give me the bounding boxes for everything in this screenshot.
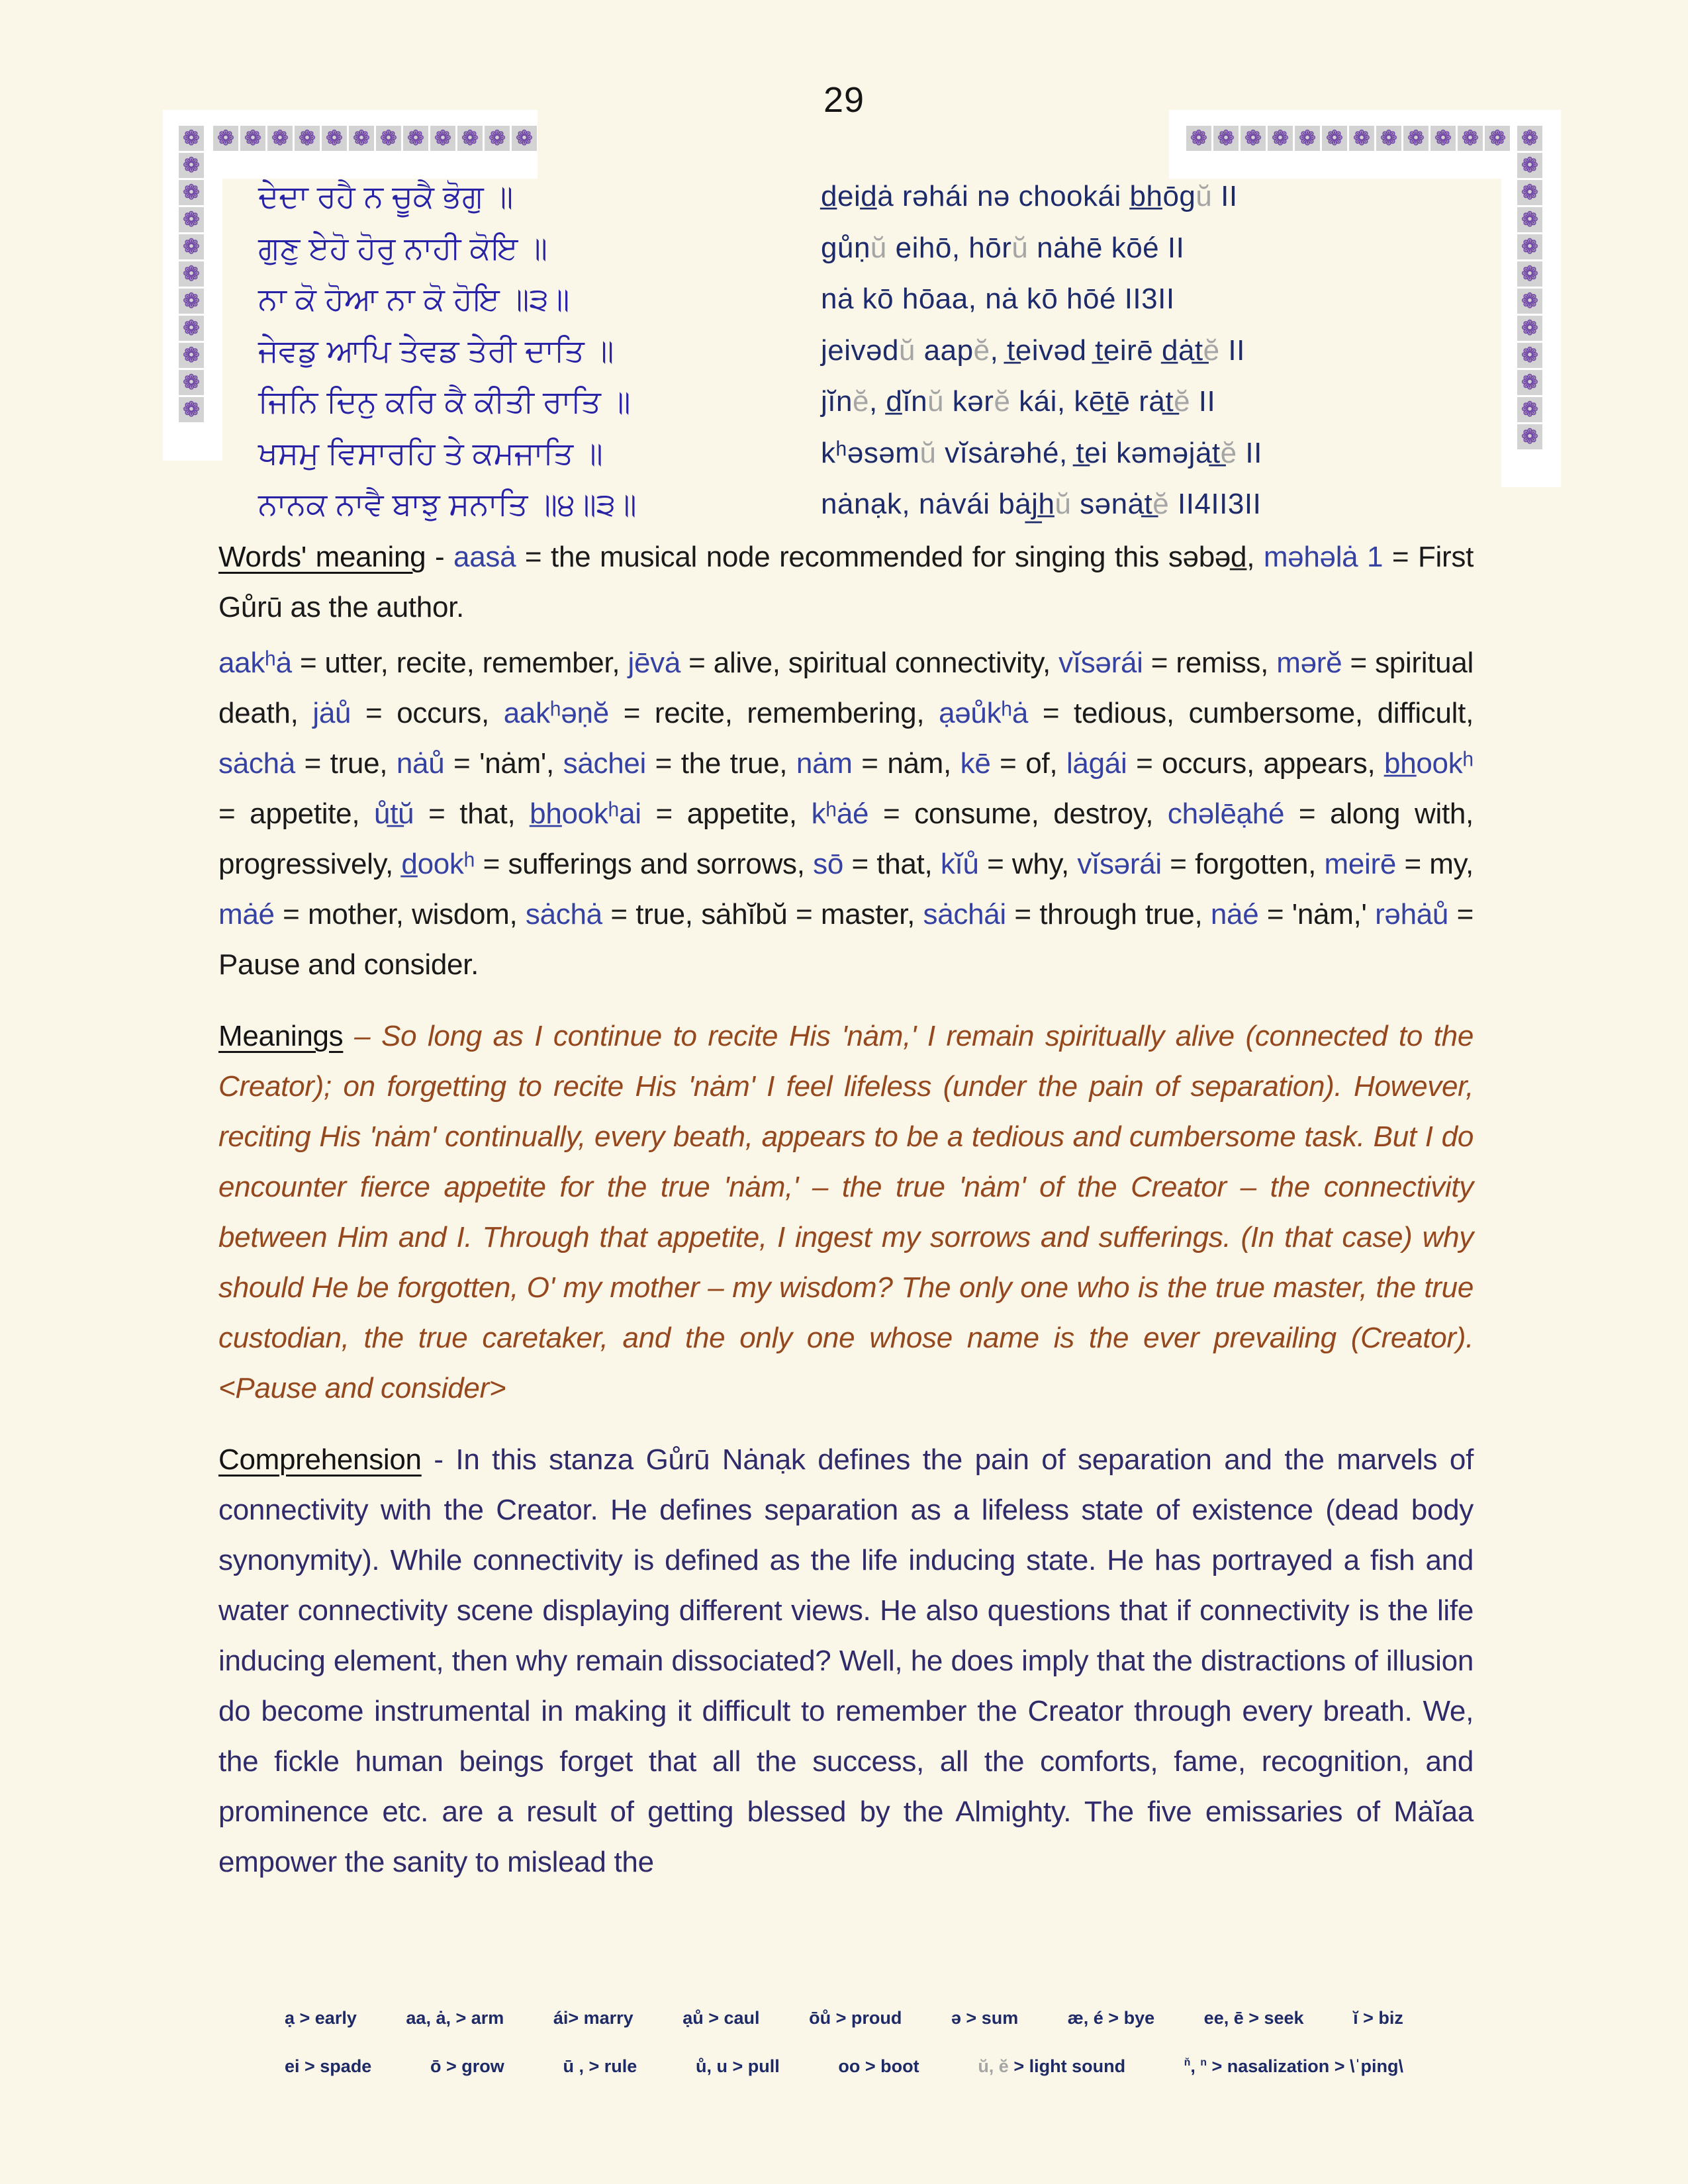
transliteration-line	[821, 171, 1262, 222]
text-segment: rəhȧů	[1375, 898, 1449, 931]
text-segment: nȧhē kōé II	[1028, 231, 1185, 264]
meanings-paragraph	[218, 1011, 1474, 1414]
pronunciation-entry	[1068, 2008, 1154, 2028]
flower-ornament-icon: ❁	[179, 370, 204, 395]
flower-ornament-icon: ❁	[179, 234, 204, 259]
text-segment: = through true,	[1006, 898, 1211, 931]
gurmukhi-line: ਗੁਣੁ ਏਹੋ ਹੋਰੁ ਨਾਹੀ ਕੋਇ ॥	[258, 230, 548, 265]
text-segment: = tedious, cumbersome, difficult,	[1028, 697, 1474, 729]
text-segment: sȧchái	[923, 898, 1006, 931]
text-segment: oo > boot	[838, 2056, 919, 2076]
flower-ornament-icon: ❁	[267, 126, 293, 151]
shabad-block	[258, 171, 1262, 530]
text-segment: vĭsərái	[1058, 647, 1143, 679]
flower-ornament-icon: ❁	[1349, 126, 1374, 151]
flower-ornament-icon: ❁	[179, 153, 204, 178]
flower-ornament-icon: ❁	[403, 126, 428, 151]
flower-ornament-icon: ❁	[349, 126, 374, 151]
text-segment: jēvȧ	[628, 647, 680, 679]
transliteration-line	[821, 325, 1262, 377]
flower-ornament-icon: ❁	[1485, 126, 1510, 151]
text-segment: ĕ	[973, 334, 990, 367]
text-segment: d̲ookʰ	[401, 848, 475, 880]
pronunciation-entry	[696, 2056, 780, 2077]
text-segment: nȧ kō hōaa, nȧ kō hōé II3II	[821, 283, 1175, 315]
text-segment: ,	[1190, 2056, 1201, 2076]
flower-ornament-icon: ❁	[1517, 424, 1542, 449]
pronunciation-row-1	[285, 2008, 1403, 2028]
flower-ornament-icon: ❁	[512, 126, 537, 151]
flower-ornament-icon: ❁	[1458, 126, 1483, 151]
flower-ornament-icon: ❁	[1517, 126, 1542, 151]
gurmukhi-line: ਦੇਦਾ ਰਹੈ ਨ ਚੂਕੈ ਭੋਗੁ ॥	[258, 179, 514, 214]
text-segment: = of,	[990, 747, 1066, 780]
text-segment: -	[426, 541, 454, 573]
transliteration-line	[821, 222, 1262, 274]
flower-border-top-right	[1186, 126, 1510, 151]
flower-ornament-icon: ❁	[1517, 234, 1542, 259]
text-segment: vĭsərái	[1077, 848, 1162, 880]
flower-ornament-icon: ❁	[179, 180, 204, 205]
text-segment: = 'nȧm',	[444, 747, 563, 780]
flower-ornament-icon: ❁	[179, 343, 204, 368]
text-segment: = true, sȧhĭbŭ = master,	[602, 898, 923, 931]
text-segment: = that,	[843, 848, 941, 880]
text-segment: ei > spade	[285, 2056, 372, 2076]
text-segment: ạ > early	[285, 2008, 357, 2028]
pronunciation-entry	[1353, 2008, 1403, 2028]
pronunciation-entry	[406, 2008, 504, 2028]
flower-ornament-icon: ❁	[179, 261, 204, 287]
text-segment: ŭ	[870, 231, 887, 264]
text-segment: = that,	[414, 797, 530, 830]
flower-ornament-icon: ❁	[1517, 153, 1542, 178]
text-segment: kái, kēt̲ē rȧt̲	[1010, 385, 1174, 418]
text-segment: ạəůkʰȧ	[939, 697, 1029, 729]
flower-ornament-icon: ❁	[457, 126, 483, 151]
text-segment: ůt̲ŭ	[374, 797, 414, 830]
pronunciation-entry	[553, 2008, 633, 2028]
text-segment: = nȧm,	[852, 747, 961, 780]
flower-ornament-icon: ❁	[1517, 397, 1542, 422]
flower-ornament-icon: ❁	[179, 289, 204, 314]
text-segment: = occurs, appears,	[1127, 747, 1385, 780]
gurmukhi-line: ਖਸਮੁ ਵਿਸਾਰਹਿ ਤੇ ਕਮਜਾਤਿ ॥	[258, 435, 603, 471]
pronunciation-row-2	[285, 2056, 1403, 2077]
text-segment: So long as I continue to recite His 'nȧm,' I remain spiritually alive (connected to the Creator); on forgetting to recite His 'nȧm' I feel lifeless (under the pain of separation). However, reciting His 'nȧm' continually, every beath, appears to be a tedious and cumbersome task. But I do encounter fierce appetite for the true 'nȧm,' – the true 'nȧm' of the Creator – the connectivity between Him and I. Through that appetite, I ingest my sorrows and sufferings. (In that case) why should He be forgotten, O' my mother – my wisdom? The only one who is the true master, the true custodian, the true caretaker, and the only one whose name is the ever prevailing (Creator). <Pause and consider>	[218, 1020, 1474, 1404]
gurmukhi-line: ਜੇਵਡੁ ਆਪਿ ਤੇਵਡ ਤੇਰੀ ਦਾਤਿ ॥	[258, 332, 614, 368]
flower-ornament-icon: ❁	[1517, 207, 1542, 232]
flower-ornament-icon: ❁	[1186, 126, 1211, 151]
pronunciation-entry	[1184, 2056, 1403, 2077]
text-segment: nȧů	[396, 747, 445, 780]
section-label: Words' meaning	[218, 541, 426, 573]
text-segment: ee, ē > seek	[1203, 2008, 1304, 2028]
text-segment: ŭ	[1196, 180, 1213, 212]
commentary-content	[218, 532, 1474, 1893]
text-segment: mərĕ	[1276, 647, 1342, 679]
text-segment: II	[1237, 436, 1262, 469]
text-segment: mȧé	[218, 898, 275, 931]
gurmukhi-line: ਜਿਨਿ ਦਿਨੁ ਕਰਿ ਕੈ ਕੀਤੀ ਰਾਤਿ ॥	[258, 384, 631, 419]
pronunciation-entry	[682, 2008, 759, 2028]
text-segment: aasȧ	[453, 541, 516, 573]
text-segment: ōů > proud	[809, 2008, 902, 2028]
flower-ornament-icon: ❁	[1517, 316, 1542, 341]
text-segment: , t̲eivəd t̲eirē d̲ȧt̲	[990, 334, 1203, 367]
text-segment: məhəlȧ 1	[1263, 541, 1383, 573]
flower-ornament-icon: ❁	[1268, 126, 1293, 151]
text-segment: kĭů	[940, 848, 979, 880]
text-segment: ŭ, ĕ	[978, 2056, 1009, 2076]
flower-ornament-icon: ❁	[1517, 370, 1542, 395]
text-segment: ĕ	[852, 385, 869, 418]
text-segment: = appetite,	[218, 797, 375, 830]
text-segment: kʰȧé	[811, 797, 869, 830]
text-segment: = recite, remembering,	[608, 697, 939, 729]
text-segment: –	[343, 1020, 382, 1052]
comprehension-paragraph	[218, 1435, 1474, 1888]
flower-ornament-icon: ❁	[240, 126, 265, 151]
text-segment: æ, é > bye	[1067, 2008, 1155, 2028]
text-segment: gůṇ	[821, 231, 870, 264]
text-segment: = remiss,	[1143, 647, 1277, 679]
text-segment: jȧů	[312, 697, 352, 729]
flower-ornament-icon: ❁	[1295, 126, 1320, 151]
text-segment: = First Gůrū as the author.	[218, 541, 1474, 623]
text-segment: aa, ȧ, > arm	[406, 2008, 504, 2028]
flower-ornament-icon: ❁	[179, 316, 204, 341]
text-segment: ň	[1184, 2057, 1191, 2068]
text-segment: ō > grow	[430, 2056, 504, 2076]
flower-ornament-icon: ❁	[1241, 126, 1266, 151]
text-segment: sənȧt̲	[1071, 488, 1153, 520]
text-segment: kʰəsəm	[821, 436, 920, 469]
text-segment: sȧchȧ	[218, 747, 295, 780]
flower-ornament-icon: ❁	[179, 397, 204, 422]
flower-ornament-icon: ❁	[179, 126, 204, 151]
text-segment: nȧm	[796, 747, 853, 780]
text-segment: ů, u > pull	[695, 2056, 780, 2076]
text-segment: = forgotten,	[1161, 848, 1325, 880]
text-segment: b̲h̲ookʰai	[530, 797, 641, 830]
text-segment: = spiritual death,	[218, 647, 1474, 729]
text-segment: ĕ	[1203, 334, 1220, 367]
text-segment: = occurs,	[351, 697, 504, 729]
text-segment: = alive, spiritual connectivity,	[680, 647, 1059, 679]
text-segment: kē	[960, 747, 991, 780]
text-segment: jĭn	[821, 385, 853, 418]
text-segment: II4II3II	[1169, 488, 1262, 520]
section-label: Meanings	[218, 1020, 344, 1052]
gurmukhi-line: ਨਾ ਕੋ ਹੋਆ ਨਾ ਕੋ ਹੋਇ ॥੩॥	[258, 281, 570, 316]
flower-border-right	[1517, 126, 1542, 449]
flower-ornament-icon: ❁	[213, 126, 238, 151]
pronunciation-entry	[285, 2056, 371, 2077]
transliteration-line	[821, 273, 1262, 325]
text-segment: > light sound	[1008, 2056, 1126, 2076]
section-label: Comprehension	[218, 1443, 422, 1476]
text-segment: b̲h̲ookʰ	[1384, 747, 1474, 780]
text-segment: sȧchei	[563, 747, 647, 780]
text-segment: = mother, wisdom,	[274, 898, 526, 931]
text-segment: kər	[944, 385, 994, 418]
text-segment: aakʰȧ	[218, 647, 292, 679]
text-segment: = why,	[978, 848, 1078, 880]
flower-ornament-icon: ❁	[179, 207, 204, 232]
text-segment: vĭsȧrəhé, t̲ei kəməjȧt̲	[936, 436, 1221, 469]
text-segment: n	[1200, 2057, 1207, 2068]
text-segment: = the true,	[646, 747, 796, 780]
text-segment: ạů > caul	[682, 2008, 760, 2028]
flower-ornament-icon: ❁	[1403, 126, 1429, 151]
text-segment: = true,	[295, 747, 397, 780]
text-segment: chəlēạhé	[1167, 797, 1285, 830]
text-segment: d̲eid̲ȧ rəhái nə chookái b̲h̲ōg	[821, 180, 1196, 212]
text-segment: ĕ	[1174, 385, 1191, 418]
text-segment: nȧé	[1210, 898, 1259, 931]
text-segment: nȧnạk, nȧvái bȧj̲h̲	[821, 488, 1055, 520]
text-segment: II	[1190, 385, 1216, 418]
flower-ornament-icon: ❁	[430, 126, 455, 151]
gurmukhi-line: ਨਾਨਕ ਨਾਵੈ ਬਾਝੁ ਸਨਾਤਿ ॥੪॥੩॥	[258, 486, 637, 522]
flower-ornament-icon: ❁	[295, 126, 320, 151]
flower-ornament-icon: ❁	[1517, 180, 1542, 205]
pronunciation-entry	[430, 2056, 504, 2077]
text-segment: ū , > rule	[563, 2056, 637, 2076]
text-segment: meirē	[1324, 848, 1396, 880]
text-segment: = Pause and consider.	[218, 898, 1474, 981]
flower-border-left	[179, 126, 204, 422]
transliteration-line	[821, 376, 1262, 428]
pronunciation-entry	[563, 2056, 637, 2077]
pronunciation-entry	[1204, 2008, 1304, 2028]
text-segment: ŭ	[898, 334, 915, 367]
words-meaning-paragraph-2	[218, 638, 1474, 990]
text-segment: = consume, destroy,	[868, 797, 1168, 830]
flower-ornament-icon: ❁	[1517, 261, 1542, 287]
pronunciation-entry	[809, 2008, 902, 2028]
text-segment: = 'nȧm,'	[1258, 898, 1376, 931]
flower-ornament-icon: ❁	[1376, 126, 1401, 151]
page-number: 29	[823, 80, 865, 120]
flower-border-top-left	[213, 126, 537, 151]
words-meaning-paragraph-1	[218, 532, 1474, 633]
text-segment: = utter, recite, remember,	[291, 647, 628, 679]
text-segment: -	[421, 1443, 456, 1476]
flower-ornament-icon: ❁	[485, 126, 510, 151]
text-segment: ĭ > biz	[1353, 2008, 1403, 2028]
flower-ornament-icon: ❁	[1517, 343, 1542, 368]
text-segment: eihō, hōr	[886, 231, 1012, 264]
text-segment: ĕ	[1220, 436, 1237, 469]
transliteration-line	[821, 428, 1262, 479]
text-segment: ŭ	[1011, 231, 1029, 264]
text-segment: ĕ	[994, 385, 1011, 418]
pronunciation-guide	[285, 2008, 1403, 2077]
flower-ornament-icon: ❁	[1322, 126, 1347, 151]
text-segment: ŭ	[1055, 488, 1072, 520]
text-segment: ái> marry	[553, 2008, 633, 2028]
flower-ornament-icon: ❁	[1213, 126, 1239, 151]
transliteration-line	[821, 478, 1262, 530]
text-segment: > nasalization > \ˈping\	[1206, 2056, 1403, 2076]
text-segment: sō	[813, 848, 843, 880]
text-segment: In this stanza Gůrū Nȧnạk defines the pain of separation and the marvels of connectivity with the Creator. He defines separation as a lifeless state of existence (dead body synonymity). While connectivity is defined as the life inducing state. He has portrayed a fish and water connectivity scene displaying different views. He also questions that if connectivity is the life inducing element, then why remain dissociated? Well, he does imply that the distractions of illusion do become instrumental in making it difficult to remember the Creator through every breath. We, the fickle human beings forget that all the success, all the comforts, fame, recognition, and prominence etc. are a result of getting blessed by the Almighty. The five emissaries of Mȧĭaa empower the sanity to mislead the	[218, 1443, 1474, 1878]
text-segment: = appetite,	[641, 797, 812, 830]
text-segment: = my,	[1396, 848, 1474, 880]
flower-ornament-icon: ❁	[376, 126, 401, 151]
text-segment: aap	[915, 334, 974, 367]
text-segment: II	[1212, 180, 1238, 212]
text-segment: lȧgái	[1066, 747, 1127, 780]
pronunciation-entry	[978, 2056, 1125, 2077]
pronunciation-entry	[951, 2008, 1018, 2028]
text-segment: II	[1219, 334, 1245, 367]
text-segment: ĕ	[1152, 488, 1170, 520]
text-segment: sȧchȧ	[525, 898, 602, 931]
text-segment: = the musical node recommended for singing this səbəd̲,	[516, 541, 1264, 573]
text-segment: aakʰəṇĕ	[503, 697, 609, 729]
text-segment: jeivəd	[821, 334, 899, 367]
text-segment: = sufferings and sorrows,	[475, 848, 814, 880]
flower-ornament-icon: ❁	[1517, 289, 1542, 314]
text-segment: = along with, progressively,	[218, 797, 1474, 880]
text-segment: ŭ	[927, 385, 945, 418]
text-segment: , d̲ĭn	[868, 385, 928, 418]
flower-ornament-icon: ❁	[1430, 126, 1456, 151]
pronunciation-entry	[838, 2056, 919, 2077]
pronunciation-entry	[285, 2008, 357, 2028]
text-segment: ə > sum	[951, 2008, 1019, 2028]
flower-ornament-icon: ❁	[322, 126, 347, 151]
text-segment: ŭ	[919, 436, 937, 469]
